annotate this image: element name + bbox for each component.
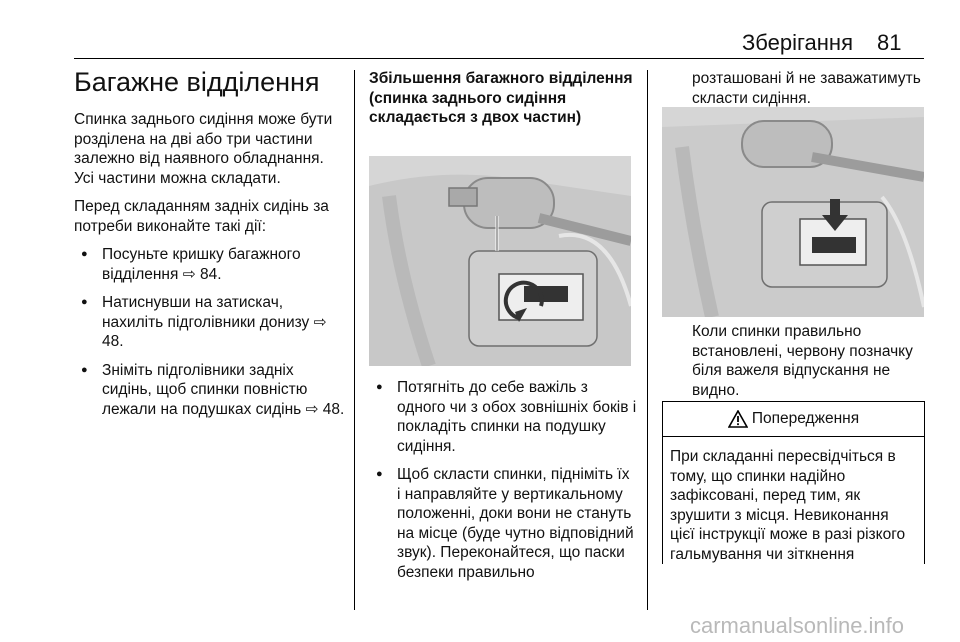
continuation-text: розташовані й не заважатимуть скласти сидіння. (692, 70, 921, 107)
left-column (74, 66, 346, 428)
warning-text: При складанні пересвідчіться в тому, що спинки надійно зафіксовані, перед тим, як зрушити з місця. Невиконання цієї інструкції може в разі різкого гальмування чи зіткнення (670, 448, 906, 563)
middle-column-top (369, 69, 637, 128)
warning-triangle-icon (728, 410, 748, 428)
figure-caption: Коли спинки правильно встановлені, червону позначку біля важеля відпускання не видно. (692, 323, 913, 399)
list-item: ● Щоб скласти спинки, підніміть їх і направляйте у вертикальному положенні, доки вони не стануть на місце (буде чутно відповідний звук). Переконайтеся, що паски безпеки правильно (369, 465, 637, 582)
warning-header (663, 402, 924, 437)
column-divider-left (354, 70, 355, 610)
list-item: ● Посуньте кришку багажного відділення ⇨ 84. (74, 245, 346, 284)
folding-steps-list (369, 378, 637, 582)
running-header-title: Зберігання (742, 30, 853, 55)
seat-lever-illustration (369, 156, 631, 366)
preparation-paragraph: Перед складанням задніх сидінь за потреби виконайте такі дії: (74, 198, 329, 235)
section-title: Багажне відділення (74, 67, 320, 97)
column-divider-right (647, 70, 648, 610)
list-item: ● Потягніть до себе важіль з одного чи з обох зовнішніх боків і покладіть спинки на подушку сидіння. (369, 378, 637, 456)
preparation-list (74, 245, 346, 419)
release-marker-illustration (662, 107, 924, 317)
subsection-title: Збільшення багажного відділення (спинка заднього сидіння складається з двох частин) (369, 70, 633, 126)
list-item: ● Зніміть підголівники задніх сидінь, щоб спинки повністю лежали на подушках сидінь ⇨ 48. (74, 361, 346, 420)
warning-label: Попередження (751, 410, 860, 427)
middle-column-bottom (369, 378, 637, 591)
warning-box (662, 401, 925, 564)
page-number: 81 (877, 30, 902, 55)
header-rule (74, 58, 924, 59)
continuation-text-block (692, 69, 932, 108)
figure-caption-block (692, 322, 932, 400)
intro-paragraph: Спинка заднього сидіння може бути розділена на дві або три частини залежно від наявного обладнання. Усі частини можна складати. (74, 111, 333, 187)
watermark: carmanualsonline.info (690, 613, 905, 638)
list-item: ● Натиснувши на затискач, нахиліть підголівники донизу ⇨ 48. (74, 293, 346, 352)
